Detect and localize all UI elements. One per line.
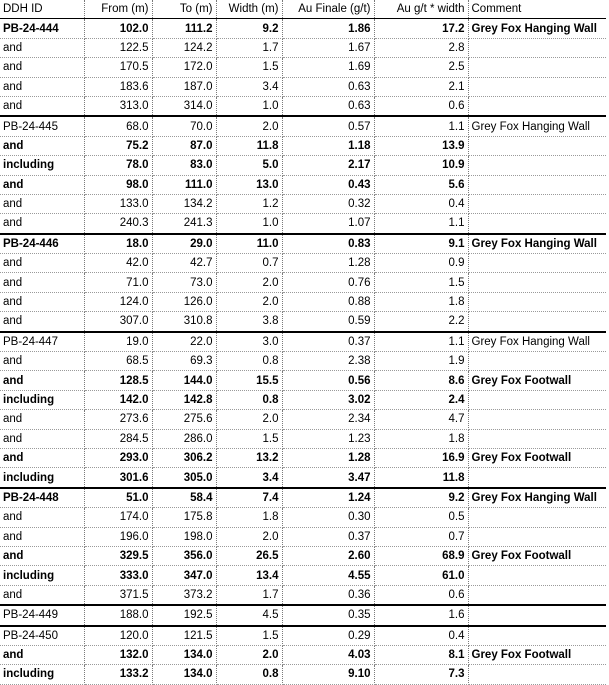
to-cell: 70.0	[152, 116, 216, 136]
to-cell: 192.5	[152, 605, 216, 625]
au-finale-cell: 1.23	[282, 429, 374, 448]
from-cell: 71.0	[84, 273, 152, 292]
comment-cell	[468, 58, 606, 77]
width-cell: 2.0	[216, 292, 282, 311]
table-row	[0, 390, 606, 409]
au-gt-width-cell: 0.9	[374, 254, 468, 273]
width-cell: 11.8	[216, 136, 282, 155]
table-row	[0, 194, 606, 213]
from-cell: 142.0	[84, 390, 152, 409]
width-cell: 15.5	[216, 371, 282, 390]
to-cell: 87.0	[152, 136, 216, 155]
ddh-id-cell: and	[0, 546, 84, 565]
au-finale-cell: 1.24	[282, 488, 374, 508]
ddh-id-cell: and	[0, 448, 84, 467]
ddh-id-cell: PB-24-450	[0, 626, 84, 646]
au-finale-cell: 1.28	[282, 254, 374, 273]
to-cell: 58.4	[152, 488, 216, 508]
au-finale-cell: 0.29	[282, 626, 374, 646]
table-row	[0, 332, 606, 352]
width-cell: 2.0	[216, 273, 282, 292]
to-cell: 144.0	[152, 371, 216, 390]
width-cell: 1.5	[216, 429, 282, 448]
au-finale-cell: 9.10	[282, 665, 374, 684]
au-gt-width-cell: 2.2	[374, 312, 468, 332]
au-finale-cell: 0.32	[282, 194, 374, 213]
au-gt-width-cell: 2.4	[374, 390, 468, 409]
ddh-id-cell: and	[0, 136, 84, 155]
au-gt-width-cell: 1.9	[374, 352, 468, 371]
from-cell: 132.0	[84, 645, 152, 664]
ddh-id-cell: and	[0, 254, 84, 273]
comment-cell	[468, 566, 606, 585]
width-cell: 0.7	[216, 254, 282, 273]
width-cell: 1.0	[216, 214, 282, 234]
au-gt-width-cell: 2.5	[374, 58, 468, 77]
ddh-id-cell: PB-24-446	[0, 234, 84, 254]
to-cell: 134.2	[152, 194, 216, 213]
width-cell: 2.0	[216, 645, 282, 664]
table-row	[0, 273, 606, 292]
ddh-id-cell: and	[0, 410, 84, 429]
width-cell: 1.5	[216, 626, 282, 646]
from-cell: 174.0	[84, 508, 152, 527]
width-cell: 2.0	[216, 527, 282, 546]
table-row	[0, 352, 606, 371]
header-to: To (m)	[152, 0, 216, 19]
au-gt-width-cell: 1.5	[374, 273, 468, 292]
table-row	[0, 96, 606, 116]
comment-cell	[468, 665, 606, 684]
header-width: Width (m)	[216, 0, 282, 19]
table-row	[0, 136, 606, 155]
au-finale-cell: 0.35	[282, 605, 374, 625]
to-cell: 347.0	[152, 566, 216, 585]
comment-cell	[468, 585, 606, 605]
comment-cell	[468, 390, 606, 409]
table-row	[0, 448, 606, 467]
width-cell: 11.0	[216, 234, 282, 254]
comment-cell	[468, 312, 606, 332]
au-finale-cell: 0.88	[282, 292, 374, 311]
from-cell: 102.0	[84, 19, 152, 38]
au-finale-cell: 4.55	[282, 566, 374, 585]
to-cell: 73.0	[152, 273, 216, 292]
ddh-id-cell: and	[0, 194, 84, 213]
au-gt-width-cell: 0.4	[374, 194, 468, 213]
width-cell: 1.5	[216, 58, 282, 77]
au-gt-width-cell: 1.8	[374, 292, 468, 311]
to-cell: 142.8	[152, 390, 216, 409]
comment-cell	[468, 136, 606, 155]
to-cell: 305.0	[152, 468, 216, 488]
from-cell: 301.6	[84, 468, 152, 488]
table-row	[0, 585, 606, 605]
width-cell: 7.4	[216, 488, 282, 508]
to-cell: 172.0	[152, 58, 216, 77]
au-gt-width-cell: 8.1	[374, 645, 468, 664]
width-cell: 3.0	[216, 332, 282, 352]
from-cell: 128.5	[84, 371, 152, 390]
table-row	[0, 488, 606, 508]
comment-cell	[468, 429, 606, 448]
au-finale-cell: 3.47	[282, 468, 374, 488]
comment-cell	[468, 273, 606, 292]
ddh-id-cell: including	[0, 156, 84, 175]
to-cell: 306.2	[152, 448, 216, 467]
au-finale-cell: 0.37	[282, 332, 374, 352]
au-gt-width-cell: 9.2	[374, 488, 468, 508]
comment-cell	[468, 175, 606, 194]
table-row	[0, 234, 606, 254]
from-cell: 183.6	[84, 77, 152, 96]
header-ddh-id: DDH ID	[0, 0, 84, 19]
ddh-id-cell: and	[0, 96, 84, 116]
ddh-id-cell: and	[0, 352, 84, 371]
table-row	[0, 116, 606, 136]
table-row	[0, 508, 606, 527]
from-cell: 170.5	[84, 58, 152, 77]
table-row	[0, 292, 606, 311]
au-gt-width-cell: 0.7	[374, 527, 468, 546]
to-cell: 310.8	[152, 312, 216, 332]
au-gt-width-cell: 17.2	[374, 19, 468, 38]
ddh-id-cell: including	[0, 665, 84, 684]
table-row	[0, 527, 606, 546]
comment-cell	[468, 605, 606, 625]
comment-cell	[468, 292, 606, 311]
au-gt-width-cell: 7.3	[374, 665, 468, 684]
ddh-id-cell: and	[0, 527, 84, 546]
table-row	[0, 645, 606, 664]
au-finale-cell: 2.34	[282, 410, 374, 429]
ddh-id-cell: PB-24-445	[0, 116, 84, 136]
to-cell: 286.0	[152, 429, 216, 448]
ddh-id-cell: and	[0, 371, 84, 390]
to-cell: 22.0	[152, 332, 216, 352]
comment-cell	[468, 254, 606, 273]
au-finale-cell: 2.60	[282, 546, 374, 565]
au-finale-cell: 2.38	[282, 352, 374, 371]
au-finale-cell: 0.57	[282, 116, 374, 136]
au-gt-width-cell: 1.1	[374, 116, 468, 136]
ddh-id-cell: and	[0, 312, 84, 332]
au-finale-cell: 0.36	[282, 585, 374, 605]
width-cell: 2.0	[216, 116, 282, 136]
from-cell: 18.0	[84, 234, 152, 254]
comment-cell	[468, 410, 606, 429]
ddh-id-cell: and	[0, 429, 84, 448]
au-gt-width-cell: 0.6	[374, 96, 468, 116]
ddh-id-cell: PB-24-448	[0, 488, 84, 508]
from-cell: 188.0	[84, 605, 152, 625]
to-cell: 124.2	[152, 38, 216, 57]
from-cell: 78.0	[84, 156, 152, 175]
table-row	[0, 312, 606, 332]
au-finale-cell: 1.07	[282, 214, 374, 234]
to-cell: 187.0	[152, 77, 216, 96]
au-gt-width-cell: 0.5	[374, 508, 468, 527]
ddh-id-cell: and	[0, 508, 84, 527]
to-cell: 356.0	[152, 546, 216, 565]
au-finale-cell: 0.43	[282, 175, 374, 194]
table-row	[0, 546, 606, 565]
au-gt-width-cell: 5.6	[374, 175, 468, 194]
ddh-id-cell: including	[0, 390, 84, 409]
width-cell: 13.4	[216, 566, 282, 585]
to-cell: 275.6	[152, 410, 216, 429]
from-cell: 133.0	[84, 194, 152, 213]
comment-cell: Grey Fox Hanging Wall	[468, 234, 606, 254]
au-finale-cell: 0.63	[282, 96, 374, 116]
width-cell: 13.2	[216, 448, 282, 467]
comment-cell: Grey Fox Footwall	[468, 371, 606, 390]
comment-cell: Grey Fox Hanging Wall	[468, 332, 606, 352]
width-cell: 26.5	[216, 546, 282, 565]
width-cell: 3.4	[216, 77, 282, 96]
table-row	[0, 254, 606, 273]
comment-cell	[468, 194, 606, 213]
comment-cell	[468, 527, 606, 546]
comment-cell	[468, 468, 606, 488]
to-cell: 241.3	[152, 214, 216, 234]
comment-cell	[468, 156, 606, 175]
from-cell: 273.6	[84, 410, 152, 429]
table-row	[0, 77, 606, 96]
to-cell: 121.5	[152, 626, 216, 646]
to-cell: 314.0	[152, 96, 216, 116]
width-cell: 1.7	[216, 585, 282, 605]
au-finale-cell: 1.18	[282, 136, 374, 155]
comment-cell: Grey Fox Hanging Wall	[468, 488, 606, 508]
table-row	[0, 566, 606, 585]
ddh-id-cell: and	[0, 292, 84, 311]
au-gt-width-cell: 2.8	[374, 38, 468, 57]
comment-cell	[468, 96, 606, 116]
au-gt-width-cell: 9.1	[374, 234, 468, 254]
from-cell: 19.0	[84, 332, 152, 352]
width-cell: 4.5	[216, 605, 282, 625]
table-row	[0, 214, 606, 234]
width-cell: 1.7	[216, 38, 282, 57]
from-cell: 371.5	[84, 585, 152, 605]
from-cell: 75.2	[84, 136, 152, 155]
au-gt-width-cell: 11.8	[374, 468, 468, 488]
width-cell: 0.8	[216, 352, 282, 371]
from-cell: 120.0	[84, 626, 152, 646]
from-cell: 133.2	[84, 665, 152, 684]
to-cell: 198.0	[152, 527, 216, 546]
from-cell: 313.0	[84, 96, 152, 116]
au-finale-cell: 0.59	[282, 312, 374, 332]
au-gt-width-cell: 1.1	[374, 332, 468, 352]
au-gt-width-cell: 8.6	[374, 371, 468, 390]
ddh-id-cell: and	[0, 585, 84, 605]
to-cell: 126.0	[152, 292, 216, 311]
to-cell: 29.0	[152, 234, 216, 254]
width-cell: 3.4	[216, 468, 282, 488]
au-gt-width-cell: 0.4	[374, 626, 468, 646]
au-gt-width-cell: 61.0	[374, 566, 468, 585]
comment-cell	[468, 214, 606, 234]
ddh-id-cell: and	[0, 58, 84, 77]
table-row	[0, 429, 606, 448]
au-gt-width-cell: 13.9	[374, 136, 468, 155]
au-finale-cell: 2.17	[282, 156, 374, 175]
au-gt-width-cell: 16.9	[374, 448, 468, 467]
comment-cell	[468, 352, 606, 371]
from-cell: 68.0	[84, 116, 152, 136]
au-finale-cell: 1.28	[282, 448, 374, 467]
header-from: From (m)	[84, 0, 152, 19]
from-cell: 333.0	[84, 566, 152, 585]
header-comment: Comment	[468, 0, 606, 19]
au-gt-width-cell: 68.9	[374, 546, 468, 565]
comment-cell	[468, 508, 606, 527]
from-cell: 196.0	[84, 527, 152, 546]
ddh-id-cell: and	[0, 38, 84, 57]
width-cell: 1.0	[216, 96, 282, 116]
au-gt-width-cell: 1.8	[374, 429, 468, 448]
width-cell: 0.8	[216, 390, 282, 409]
from-cell: 329.5	[84, 546, 152, 565]
from-cell: 68.5	[84, 352, 152, 371]
au-finale-cell: 1.86	[282, 19, 374, 38]
ddh-id-cell: PB-24-449	[0, 605, 84, 625]
table-row	[0, 175, 606, 194]
from-cell: 98.0	[84, 175, 152, 194]
from-cell: 124.0	[84, 292, 152, 311]
ddh-id-cell: PB-24-444	[0, 19, 84, 38]
au-finale-cell: 3.02	[282, 390, 374, 409]
to-cell: 69.3	[152, 352, 216, 371]
au-finale-cell: 4.03	[282, 645, 374, 664]
table-row	[0, 156, 606, 175]
to-cell: 134.0	[152, 645, 216, 664]
ddh-id-cell: including	[0, 566, 84, 585]
width-cell: 2.0	[216, 410, 282, 429]
comment-cell	[468, 77, 606, 96]
table-row	[0, 58, 606, 77]
au-gt-width-cell: 2.1	[374, 77, 468, 96]
au-finale-cell: 0.37	[282, 527, 374, 546]
au-finale-cell: 1.67	[282, 38, 374, 57]
comment-cell: Grey Fox Hanging Wall	[468, 116, 606, 136]
table-body	[0, 19, 606, 684]
au-finale-cell: 0.56	[282, 371, 374, 390]
table-row	[0, 468, 606, 488]
width-cell: 0.8	[216, 665, 282, 684]
to-cell: 83.0	[152, 156, 216, 175]
ddh-id-cell: and	[0, 273, 84, 292]
from-cell: 284.5	[84, 429, 152, 448]
width-cell: 3.8	[216, 312, 282, 332]
to-cell: 373.2	[152, 585, 216, 605]
comment-cell	[468, 626, 606, 646]
ddh-id-cell: and	[0, 214, 84, 234]
table-row	[0, 38, 606, 57]
from-cell: 51.0	[84, 488, 152, 508]
au-finale-cell: 0.30	[282, 508, 374, 527]
table-row	[0, 410, 606, 429]
au-gt-width-cell: 4.7	[374, 410, 468, 429]
from-cell: 122.5	[84, 38, 152, 57]
from-cell: 240.3	[84, 214, 152, 234]
au-finale-cell: 0.83	[282, 234, 374, 254]
width-cell: 5.0	[216, 156, 282, 175]
au-gt-width-cell: 1.6	[374, 605, 468, 625]
ddh-id-cell: including	[0, 468, 84, 488]
table-row	[0, 371, 606, 390]
ddh-id-cell: and	[0, 77, 84, 96]
to-cell: 111.2	[152, 19, 216, 38]
header-au-finale: Au Finale (g/t)	[282, 0, 374, 19]
ddh-id-cell: and	[0, 645, 84, 664]
au-finale-cell: 0.76	[282, 273, 374, 292]
width-cell: 9.2	[216, 19, 282, 38]
au-finale-cell: 1.69	[282, 58, 374, 77]
table-row	[0, 626, 606, 646]
table-row	[0, 665, 606, 684]
to-cell: 111.0	[152, 175, 216, 194]
au-gt-width-cell: 0.6	[374, 585, 468, 605]
to-cell: 175.8	[152, 508, 216, 527]
width-cell: 1.2	[216, 194, 282, 213]
comment-cell: Grey Fox Footwall	[468, 546, 606, 565]
comment-cell: Grey Fox Hanging Wall	[468, 19, 606, 38]
width-cell: 1.8	[216, 508, 282, 527]
from-cell: 293.0	[84, 448, 152, 467]
header-row	[0, 0, 606, 19]
table-row	[0, 19, 606, 38]
table-row	[0, 605, 606, 625]
width-cell: 13.0	[216, 175, 282, 194]
ddh-id-cell: PB-24-447	[0, 332, 84, 352]
comment-cell: Grey Fox Footwall	[468, 645, 606, 664]
ddh-id-cell: and	[0, 175, 84, 194]
from-cell: 42.0	[84, 254, 152, 273]
header-au-gt-width: Au g/t * width	[374, 0, 468, 19]
comment-cell: Grey Fox Footwall	[468, 448, 606, 467]
to-cell: 134.0	[152, 665, 216, 684]
to-cell: 42.7	[152, 254, 216, 273]
from-cell: 307.0	[84, 312, 152, 332]
au-gt-width-cell: 1.1	[374, 214, 468, 234]
au-gt-width-cell: 10.9	[374, 156, 468, 175]
au-finale-cell: 0.63	[282, 77, 374, 96]
comment-cell	[468, 38, 606, 57]
